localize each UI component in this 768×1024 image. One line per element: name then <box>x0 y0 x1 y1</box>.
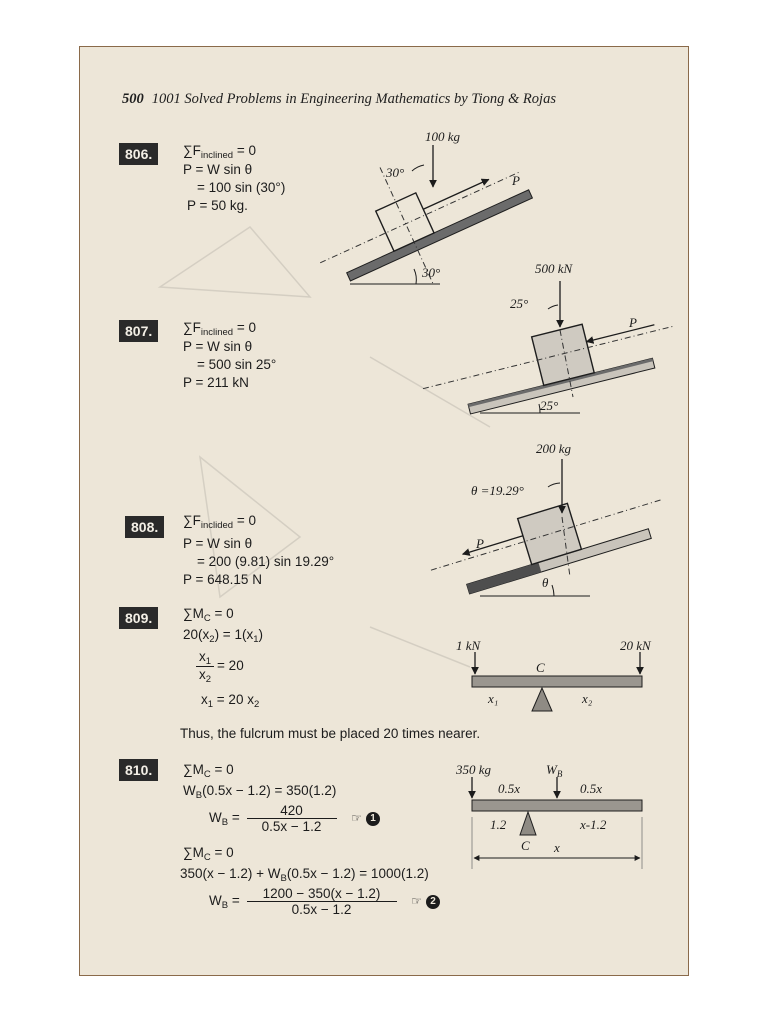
problem-807-substitution: = 500 sin 25° <box>197 357 277 372</box>
problem-810-moment-equation-2: $350(x - 1.2) + W_B(0.5x - 1.2) = 1000(1.2)$ <box>180 866 429 884</box>
problem-807-equilibrium: $\sum F_{inclined} = 0$ <box>183 320 256 338</box>
problem-809-answer: $x_1 = 20$ $x_2$ <box>201 692 260 710</box>
problem-806-angle-top: 30° <box>386 165 405 180</box>
problem-810-right-distance: x-1.2 <box>580 817 607 832</box>
problem-806-answer: P = 50 kg. <box>187 198 248 213</box>
problem-809-pivot-label: C <box>536 660 545 675</box>
problem-807-force-label: P <box>629 315 637 330</box>
problem-808-answer: P = 648.15 N <box>183 572 262 587</box>
problem-808-substitution: = 200 (9.81) sin 19.29° <box>197 554 335 569</box>
problem-807-answer: P = 211 kN <box>183 375 249 390</box>
problem-810-number: 810. <box>119 759 158 781</box>
problem-807-formula: P = W sin θ <box>183 339 253 354</box>
equation-marker-1: 1 <box>366 812 380 826</box>
equation-marker-2: 2 <box>426 895 440 909</box>
pointing-hand-icon: ☞ <box>411 894 423 909</box>
problem-810-figure <box>80 47 689 976</box>
problem-809-x1-label: x₁ <box>488 691 499 706</box>
problem-806-substitution: = 100 sin (30°) <box>197 180 286 195</box>
problem-809-x2-label: x₂ <box>582 691 593 706</box>
problem-808-angle-top: θ =19.29° <box>471 483 524 498</box>
problem-808-angle-bottom: θ <box>542 575 549 590</box>
problem-808-force-label: P <box>476 536 484 551</box>
problem-810-half-left: 0.5x <box>498 781 521 796</box>
problem-810-equilibrium-1: $\sum M_C = 0$ <box>183 762 234 780</box>
problem-810-equilibrium-2: $\sum M_C = 0$ <box>183 845 234 863</box>
problem-810-left-load: 350 kg <box>456 762 492 777</box>
problem-810-moment-equation-1: $W_B(0.5x - 1.2) = 350(1.2)$ <box>183 783 337 801</box>
book-title: 1001 Solved Problems in Engineering Mathematics by Tiong & Rojas <box>151 91 556 107</box>
problem-806-formula: P = W sin θ <box>183 162 253 177</box>
problem-808-equilibrium: $\sum F_{inclided} = 0$ <box>183 513 256 531</box>
problem-807-number: 807. <box>119 320 158 342</box>
problem-808-formula: P = W sin θ <box>183 536 253 551</box>
problem-809-number: 809. <box>119 607 158 629</box>
problem-806-weight-label: 100 kg <box>425 129 461 144</box>
problem-808-weight-label: 200 kg <box>536 441 572 456</box>
problem-806-equilibrium: $\sum F_{inclined} = 0$ <box>183 143 256 161</box>
problem-810-half-right: 0.5x <box>580 781 603 796</box>
problem-809-right-load: 20 kN <box>620 638 651 653</box>
problem-809-left-load: 1 kN <box>456 638 481 653</box>
problem-810-total-length: x <box>554 840 560 855</box>
problem-810-solution-1: $W_B$ = $\frac{420}{0.5x - 1.2}$ ☞ 1 <box>209 803 380 834</box>
problem-810-pivot-label: C <box>521 838 530 853</box>
problem-807-angle-bottom: 25° <box>540 398 559 413</box>
problem-807-angle-top: 25° <box>510 296 529 311</box>
problem-810-left-distance: 1.2 <box>490 817 507 832</box>
problem-806-angle-bottom: 30° <box>422 265 441 280</box>
problem-809-moment-equation: $20(x_2) = 1(x_1)$ <box>183 627 263 645</box>
problem-808-number: 808. <box>125 516 164 538</box>
problem-807-weight-label: 500 kN <box>535 261 573 276</box>
problem-806-force-label: P <box>512 173 520 188</box>
problem-809-conclusion: Thus, the fulcrum must be placed 20 times nearer. <box>180 726 481 741</box>
problem-810-mid-load: $W_B$ <box>546 762 563 779</box>
problem-809-equilibrium: $\sum M_C = 0$ <box>183 606 234 624</box>
problem-806-number: 806. <box>119 143 158 165</box>
problem-809-ratio: $\frac{x_1}{x_2}$ = 20 <box>193 649 244 684</box>
page-number: 500 <box>122 91 144 107</box>
pointing-hand-icon: ☞ <box>351 811 363 826</box>
book-page <box>79 46 689 976</box>
problem-810-solution-2: $W_B$ = $\frac{1200 - 350(x - 1.2)}{0.5x - 1.2}$ ☞ 2 <box>209 886 440 917</box>
